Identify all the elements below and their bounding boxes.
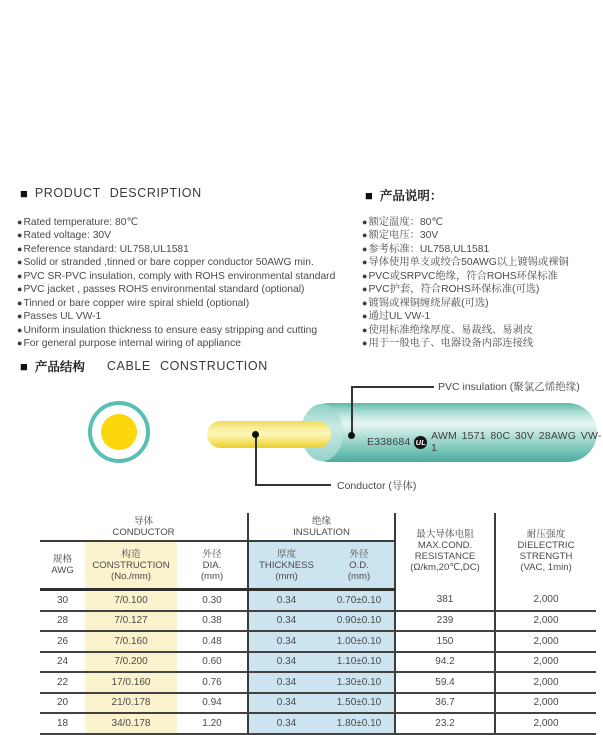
bullet-text: Passes UL VW-1 xyxy=(23,311,102,323)
bullet-icon: ● xyxy=(362,311,368,322)
table-cell: 0.76 xyxy=(177,672,248,693)
product-description-list-en xyxy=(17,216,335,351)
col-label-en: DIA. xyxy=(202,559,222,571)
bullet-item xyxy=(362,324,569,337)
table-cell: 1.50±0.10 xyxy=(324,693,395,714)
col-label-en: RESISTANCE xyxy=(414,551,476,563)
bullet-icon: ● xyxy=(362,297,368,308)
bullet-text: PVC SR-PVC insulation, comply with ROHS environmental standard xyxy=(23,270,336,282)
product-description-title: PRODUCT DESCRIPTION xyxy=(34,186,202,200)
bullet-icon: ● xyxy=(362,338,368,349)
bullet-item xyxy=(362,256,569,269)
table-row xyxy=(40,672,596,693)
col-unit: (VAC, 1min) xyxy=(520,562,572,574)
bullet-icon: ● xyxy=(362,217,368,227)
bullet-text: Reference standard: UL758,UL1581 xyxy=(23,243,189,255)
table-cell: 20 xyxy=(40,693,85,714)
table-cell: 2,000 xyxy=(495,611,596,632)
bullet-icon: ● xyxy=(362,257,368,268)
product-description-title-cn: 产品说明： xyxy=(379,189,443,203)
table-cell: 2,000 xyxy=(495,693,596,714)
table-cell: 17/0.160 xyxy=(85,672,177,693)
table-cell: 26 xyxy=(40,631,85,652)
bullet-item xyxy=(362,337,569,350)
col-label-cn: 最大导体电阻 xyxy=(416,529,474,541)
cable-marking xyxy=(367,430,603,454)
table-cell: 28 xyxy=(40,611,85,632)
table-cell: 0.90±0.10 xyxy=(324,611,395,632)
bullet-item xyxy=(17,297,335,310)
bullet-text: 额定电压：30V xyxy=(368,230,439,242)
bullet-item xyxy=(17,310,335,323)
table-cell: 0.30 xyxy=(177,590,248,611)
col-header-dia xyxy=(177,541,248,590)
bullet-text: Solid or stranded ,tinned or bare copper conductor 50AWG min. xyxy=(23,257,314,269)
bullet-icon: ● xyxy=(362,324,368,335)
table-cell: 0.60 xyxy=(177,652,248,673)
bullet-text: 额定温度：80℃ xyxy=(368,217,443,228)
table-cell: 23.2 xyxy=(395,713,495,734)
insulation-callout-line xyxy=(351,386,353,435)
bullet-icon: ● xyxy=(17,297,23,308)
col-label-en: AWG xyxy=(51,565,74,576)
bullet-text: Rated temperature: 80℃ xyxy=(23,217,139,228)
table-cell: 59.4 xyxy=(395,672,495,693)
bullet-text: 参考标准：UL758,UL1581 xyxy=(368,243,490,255)
table-cell: 2,000 xyxy=(495,672,596,693)
table-cell: 0.94 xyxy=(177,693,248,714)
bullet-text: PVC jacket , passes ROHS environmental standard (optional) xyxy=(23,284,305,296)
product-description-heading-cn xyxy=(365,186,442,204)
col-label-en: CONSTRUCTION xyxy=(92,559,170,571)
col-label-en: O.D. xyxy=(349,559,369,571)
table-row xyxy=(40,590,596,611)
col-label-cn: 厚度 xyxy=(276,548,297,560)
bullet-item xyxy=(17,256,335,269)
col-group-conductor xyxy=(40,513,248,541)
conductor-rod xyxy=(207,421,331,448)
group-label-cn: 绝缘 xyxy=(311,515,332,527)
col-header-construction xyxy=(85,541,177,590)
table-cell: 7/0.160 xyxy=(85,631,177,652)
bullet-item xyxy=(362,229,569,242)
table-cell: 0.34 xyxy=(248,611,324,632)
section-marker-icon: ■ xyxy=(365,187,373,203)
table-cell: 1.20 xyxy=(177,713,248,734)
table-cell: 0.70±0.10 xyxy=(324,590,395,611)
col-label-cn: 规格 xyxy=(52,554,73,565)
bullet-text: For general purpose internal wiring of appliance xyxy=(23,338,241,350)
bullet-icon: ● xyxy=(17,257,23,268)
cable-construction-heading xyxy=(20,357,268,375)
bullet-icon: ● xyxy=(17,270,23,281)
table-row xyxy=(40,611,596,632)
col-group-insulation xyxy=(248,513,395,541)
table-cell: 22 xyxy=(40,672,85,693)
cable-marking-cert: E338684 xyxy=(367,436,411,448)
col-label-en: MAX.COND. xyxy=(417,540,473,552)
bullet-text: 通过UL VW-1 xyxy=(368,311,431,323)
col-header-resistance xyxy=(395,513,495,590)
bullet-item xyxy=(362,310,569,323)
table-cell: 1.30±0.10 xyxy=(324,672,395,693)
table-group-header-row xyxy=(40,513,596,541)
table-cell: 150 xyxy=(395,631,495,652)
bullet-item xyxy=(17,270,335,283)
bullet-icon: ● xyxy=(362,243,368,254)
bullet-item xyxy=(17,243,335,256)
table-cell: 18 xyxy=(40,713,85,734)
group-label-en: CONDUCTOR xyxy=(112,526,175,538)
table-cell: 239 xyxy=(395,611,495,632)
table-cell: 0.38 xyxy=(177,611,248,632)
bullet-icon: ● xyxy=(17,243,23,254)
bullet-text: PVC护套，符合ROHS环保标准(可选) xyxy=(368,284,540,296)
bullet-text: Uniform insulation thickness to ensure easy stripping and cutting xyxy=(23,324,318,336)
col-unit: (mm) xyxy=(200,570,224,582)
col-unit: (mm) xyxy=(347,570,371,582)
bullet-icon: ● xyxy=(17,338,23,349)
bullet-icon: ● xyxy=(362,230,368,241)
cable-construction-title-cn: 产品结构 xyxy=(34,360,85,374)
table-row xyxy=(40,652,596,673)
table-cell: 36.7 xyxy=(395,693,495,714)
table-cell: 30 xyxy=(40,590,85,611)
col-label-en: THICKNESS xyxy=(259,559,314,571)
insulation-label: PVC insulation (聚氯乙烯绝缘) xyxy=(438,381,580,393)
col-label-cn: 外径 xyxy=(202,548,222,560)
table-cell: 0.34 xyxy=(248,631,324,652)
table-cell: 0.34 xyxy=(248,652,324,673)
col-header-thickness xyxy=(248,541,324,590)
col-unit: (mm) xyxy=(275,570,298,582)
table-cell: 0.34 xyxy=(248,713,324,734)
group-label-cn: 导体 xyxy=(133,515,154,527)
group-label-en: INSULATION xyxy=(293,526,350,538)
table-cell: 2,000 xyxy=(495,631,596,652)
col-header-dielectric xyxy=(495,513,596,590)
conductor-callout-dot xyxy=(252,431,259,438)
ul-logo-icon: UL xyxy=(415,437,426,447)
cable-cross-section xyxy=(88,401,150,463)
bullet-item xyxy=(17,229,335,242)
cable-construction-title-en: CABLE CONSTRUCTION xyxy=(106,359,268,373)
bullet-text: 用于一般电子、电器设备内部连接线 xyxy=(368,338,534,350)
bullet-icon: ● xyxy=(17,284,23,295)
bullet-item xyxy=(17,337,335,350)
bullet-item xyxy=(17,216,335,229)
insulation-callout-line xyxy=(351,386,434,388)
section-marker-icon: ■ xyxy=(20,185,28,201)
table-cell: 24 xyxy=(40,652,85,673)
table-cell: 2,000 xyxy=(495,652,596,673)
bullet-text: PVC或SRPVC绝缘，符合ROHS环保标准 xyxy=(368,270,558,282)
table-row xyxy=(40,631,596,652)
table-cell: 21/0.178 xyxy=(85,693,177,714)
bullet-item xyxy=(17,324,335,337)
conductor-callout-line xyxy=(255,435,257,486)
table-cell: 2,000 xyxy=(495,590,596,611)
bullet-text: Tinned or bare copper wire spiral shield (optional) xyxy=(23,297,250,309)
cable-marking-text: AWM 1571 80C 30V 28AWG VW-1 xyxy=(431,430,602,454)
table-row xyxy=(40,693,596,714)
table-cell: 1.80±0.10 xyxy=(324,713,395,734)
col-label-en: DIELECTRIC xyxy=(517,540,575,552)
bullet-item xyxy=(362,270,569,283)
col-header-od xyxy=(324,541,395,590)
bullet-text: 导体使用单支或绞合50AWG以上镀锡或裸铜 xyxy=(368,257,569,269)
table-cell: 7/0.100 xyxy=(85,590,177,611)
table-cell: 381 xyxy=(395,590,495,611)
col-label-cn: 构造 xyxy=(121,548,141,560)
table-row xyxy=(40,713,596,734)
bullet-item xyxy=(362,243,569,256)
bullet-item xyxy=(362,216,569,229)
bullet-icon: ● xyxy=(362,270,368,281)
col-label-en: STRENGTH xyxy=(519,551,573,563)
bullet-item xyxy=(362,297,569,310)
col-label-cn: 外径 xyxy=(349,548,369,560)
table-cell: 34/0.178 xyxy=(85,713,177,734)
bullet-text: 使用标准绝缘厚度、易裁线、易剥皮 xyxy=(368,324,534,336)
table-cell: 7/0.200 xyxy=(85,652,177,673)
bullet-text: Rated voltage: 30V xyxy=(23,230,112,242)
product-description-list-cn xyxy=(362,216,569,351)
table-cell: 0.34 xyxy=(248,672,324,693)
conductor-callout-line xyxy=(255,484,331,486)
conductor-core-icon xyxy=(101,414,137,450)
bullet-icon: ● xyxy=(17,230,23,241)
bullet-item xyxy=(17,283,335,296)
col-header-awg xyxy=(40,541,85,590)
table-cell: 0.48 xyxy=(177,631,248,652)
table-cell: 1.10±0.10 xyxy=(324,652,395,673)
bullet-icon: ● xyxy=(17,311,23,322)
section-marker-icon: ■ xyxy=(20,358,28,374)
col-label-cn: 耐压强度 xyxy=(526,529,566,541)
bullet-icon: ● xyxy=(362,284,368,295)
spec-table xyxy=(40,513,596,735)
bullet-icon: ● xyxy=(17,324,23,335)
table-cell: 2,000 xyxy=(495,713,596,734)
col-unit: (Ω/km,20℃,DC) xyxy=(410,562,480,574)
table-cell: 94.2 xyxy=(395,652,495,673)
bullet-text: 镀锡或裸铜缠绕屏蔽(可选) xyxy=(368,297,489,309)
insulation-callout-dot xyxy=(348,432,355,439)
table-cell: 1.00±0.10 xyxy=(324,631,395,652)
bullet-item xyxy=(362,283,569,296)
bullet-icon: ● xyxy=(17,217,23,227)
table-cell: 7/0.127 xyxy=(85,611,177,632)
table-cell: 0.34 xyxy=(248,693,324,714)
table-cell: 0.34 xyxy=(248,590,324,611)
conductor-label: Conductor (导体) xyxy=(337,480,417,492)
product-description-heading xyxy=(20,186,202,200)
col-unit: (No./mm) xyxy=(111,570,151,582)
